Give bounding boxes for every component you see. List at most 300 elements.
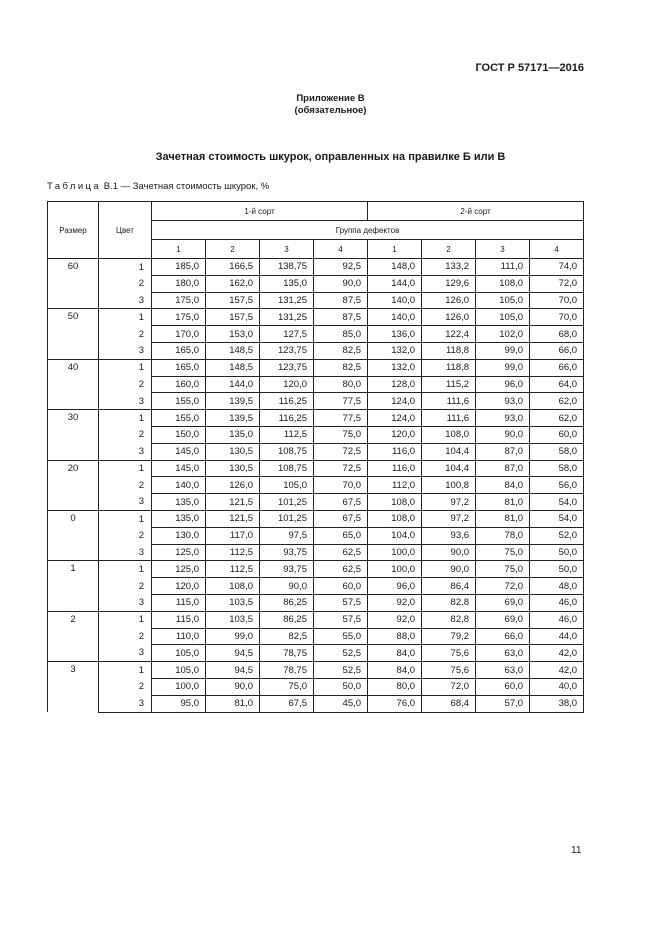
value-cell: 104,0 [368, 527, 422, 544]
value-cell: 115,0 [152, 594, 206, 611]
color-cell: 3 [99, 594, 152, 611]
value-cell: 56,0 [530, 477, 584, 494]
size-cell: 0 [48, 510, 99, 560]
value-cell: 111,6 [422, 410, 476, 427]
value-cell: 78,75 [260, 645, 314, 662]
table-row [48, 410, 584, 427]
value-cell: 94,5 [206, 662, 260, 679]
color-cell: 2 [99, 376, 152, 393]
table-row [48, 443, 584, 460]
color-cell: 3 [99, 292, 152, 309]
value-cell: 82,8 [422, 594, 476, 611]
value-cell: 175,0 [152, 292, 206, 309]
color-cell: 3 [99, 342, 152, 359]
value-cell: 58,0 [530, 443, 584, 460]
value-cell: 185,0 [152, 259, 206, 276]
value-cell: 84,0 [476, 477, 530, 494]
table-row [48, 645, 584, 662]
value-cell: 72,0 [530, 275, 584, 292]
value-cell: 108,75 [260, 460, 314, 477]
value-cell: 112,0 [368, 477, 422, 494]
value-cell: 160,0 [152, 376, 206, 393]
value-cell: 50,0 [314, 678, 368, 695]
value-cell: 102,0 [476, 326, 530, 343]
value-cell: 127,5 [260, 326, 314, 343]
value-cell: 129,6 [422, 275, 476, 292]
value-cell: 57,0 [476, 695, 530, 712]
table-row [48, 494, 584, 511]
value-cell: 87,5 [314, 309, 368, 326]
value-cell: 82,5 [314, 359, 368, 376]
value-cell: 93,75 [260, 561, 314, 578]
value-cell: 90,0 [422, 544, 476, 561]
value-cell: 76,0 [368, 695, 422, 712]
value-cell: 150,0 [152, 426, 206, 443]
value-cell: 165,0 [152, 359, 206, 376]
color-cell: 3 [99, 695, 152, 712]
size-cell: 3 [48, 662, 99, 712]
value-cell: 123,75 [260, 342, 314, 359]
table-row [48, 326, 584, 343]
table-row [48, 259, 584, 276]
value-cell: 136,0 [368, 326, 422, 343]
value-cell: 64,0 [530, 376, 584, 393]
table-row [48, 376, 584, 393]
value-cell: 126,0 [422, 309, 476, 326]
value-cell: 57,5 [314, 611, 368, 628]
value-cell: 45,0 [314, 695, 368, 712]
color-cell: 1 [99, 460, 152, 477]
value-cell: 100,0 [152, 678, 206, 695]
header-group-number: 1 [152, 240, 206, 259]
value-cell: 44,0 [530, 628, 584, 645]
value-cell: 175,0 [152, 309, 206, 326]
value-cell: 69,0 [476, 611, 530, 628]
value-cell: 125,0 [152, 544, 206, 561]
value-cell: 99,0 [206, 628, 260, 645]
header-group-number: 2 [422, 240, 476, 259]
value-cell: 90,0 [314, 275, 368, 292]
value-cell: 105,0 [260, 477, 314, 494]
value-cell: 50,0 [530, 544, 584, 561]
header-group-number: 1 [368, 240, 422, 259]
size-cell: 30 [48, 410, 99, 460]
value-cell: 153,0 [206, 326, 260, 343]
value-cell: 80,0 [314, 376, 368, 393]
table-row [48, 309, 584, 326]
value-cell: 130,5 [206, 443, 260, 460]
table-row [48, 678, 584, 695]
value-cell: 126,0 [206, 477, 260, 494]
value-cell: 55,0 [314, 628, 368, 645]
value-cell: 72,0 [476, 578, 530, 595]
value-cell: 93,0 [476, 410, 530, 427]
header-group-number: 2 [206, 240, 260, 259]
value-cell: 75,0 [260, 678, 314, 695]
value-cell: 131,25 [260, 309, 314, 326]
table-row [48, 342, 584, 359]
value-cell: 157,5 [206, 292, 260, 309]
table-row [48, 527, 584, 544]
value-cell: 52,5 [314, 645, 368, 662]
value-cell: 116,25 [260, 393, 314, 410]
color-cell: 2 [99, 477, 152, 494]
value-cell: 100,0 [368, 561, 422, 578]
value-cell: 79,2 [422, 628, 476, 645]
value-cell: 77,5 [314, 410, 368, 427]
value-cell: 166,5 [206, 259, 260, 276]
value-cell: 86,4 [422, 578, 476, 595]
value-cell: 121,5 [206, 510, 260, 527]
value-cell: 100,8 [422, 477, 476, 494]
color-cell: 3 [99, 544, 152, 561]
value-cell: 122,4 [422, 326, 476, 343]
header-group-number: 3 [476, 240, 530, 259]
color-cell: 1 [99, 561, 152, 578]
value-cell: 95,0 [152, 695, 206, 712]
color-cell: 1 [99, 359, 152, 376]
value-cell: 130,5 [206, 460, 260, 477]
value-cell: 108,0 [476, 275, 530, 292]
value-cell: 120,0 [368, 426, 422, 443]
value-cell: 72,5 [314, 443, 368, 460]
color-cell: 2 [99, 578, 152, 595]
value-cell: 148,5 [206, 342, 260, 359]
value-cell: 72,5 [314, 460, 368, 477]
value-cell: 117,0 [206, 527, 260, 544]
value-cell: 135,0 [152, 494, 206, 511]
value-cell: 116,0 [368, 443, 422, 460]
value-cell: 148,5 [206, 359, 260, 376]
value-cell: 121,5 [206, 494, 260, 511]
value-cell: 88,0 [368, 628, 422, 645]
value-cell: 97,2 [422, 494, 476, 511]
value-cell: 101,25 [260, 494, 314, 511]
value-cell: 97,5 [260, 527, 314, 544]
value-cell: 68,4 [422, 695, 476, 712]
header-size: Размер [48, 202, 99, 259]
color-cell: 3 [99, 443, 152, 460]
value-cell: 155,0 [152, 393, 206, 410]
value-cell: 66,0 [530, 359, 584, 376]
value-cell: 84,0 [368, 645, 422, 662]
value-cell: 140,0 [152, 477, 206, 494]
value-cell: 140,0 [368, 292, 422, 309]
value-cell: 65,0 [314, 527, 368, 544]
page-number: 11 [571, 845, 582, 856]
value-cell: 120,0 [260, 376, 314, 393]
value-cell: 118,8 [422, 359, 476, 376]
value-cell: 99,0 [476, 359, 530, 376]
value-cell: 96,0 [368, 578, 422, 595]
size-cell: 20 [48, 460, 99, 510]
value-cell: 78,75 [260, 662, 314, 679]
value-cell: 70,0 [530, 292, 584, 309]
header-group-number: 4 [314, 240, 368, 259]
value-cell: 60,0 [530, 426, 584, 443]
value-cell: 157,5 [206, 309, 260, 326]
value-cell: 85,0 [314, 326, 368, 343]
value-cell: 50,0 [530, 561, 584, 578]
value-cell: 105,0 [152, 662, 206, 679]
value-cell: 87,0 [476, 460, 530, 477]
size-cell: 50 [48, 309, 99, 359]
value-cell: 94,5 [206, 645, 260, 662]
value-cell: 123,75 [260, 359, 314, 376]
value-cell: 144,0 [368, 275, 422, 292]
value-cell: 97,2 [422, 510, 476, 527]
value-cell: 124,0 [368, 410, 422, 427]
value-cell: 140,0 [368, 309, 422, 326]
value-cell: 155,0 [152, 410, 206, 427]
value-cell: 103,5 [206, 611, 260, 628]
value-cell: 70,0 [530, 309, 584, 326]
size-cell: 1 [48, 561, 99, 611]
value-cell: 75,6 [422, 662, 476, 679]
value-cell: 40,0 [530, 678, 584, 695]
table-caption-text: В.1 — Зачетная стоимость шкурок, % [103, 181, 270, 192]
value-cell: 78,0 [476, 527, 530, 544]
value-cell: 80,0 [368, 678, 422, 695]
table-row [48, 426, 584, 443]
value-cell: 93,6 [422, 527, 476, 544]
size-cell: 2 [48, 611, 99, 661]
table-row [48, 561, 584, 578]
value-cell: 82,5 [260, 628, 314, 645]
value-cell: 75,6 [422, 645, 476, 662]
value-cell: 60,0 [314, 578, 368, 595]
value-cell: 75,0 [314, 426, 368, 443]
value-cell: 67,5 [314, 494, 368, 511]
color-cell: 1 [99, 259, 152, 276]
value-cell: 90,0 [206, 678, 260, 695]
value-cell: 108,0 [368, 494, 422, 511]
value-cell: 84,0 [368, 662, 422, 679]
table-row [48, 292, 584, 309]
color-cell: 1 [99, 309, 152, 326]
value-cell: 62,0 [530, 410, 584, 427]
section-title: Зачетная стоимость шкурок, оправленных на правилке Б или В [155, 151, 506, 163]
value-cell: 101,25 [260, 510, 314, 527]
appendix-title: Приложение В [296, 93, 365, 104]
table-row [48, 544, 584, 561]
value-cell: 74,0 [530, 259, 584, 276]
value-cell: 87,5 [314, 292, 368, 309]
header-color: Цвет [99, 202, 152, 259]
value-cell: 99,0 [476, 342, 530, 359]
value-cell: 86,25 [260, 611, 314, 628]
table-row [48, 662, 584, 679]
value-cell: 96,0 [476, 376, 530, 393]
color-cell: 2 [99, 628, 152, 645]
value-cell: 62,5 [314, 544, 368, 561]
value-cell: 46,0 [530, 611, 584, 628]
table-body [48, 259, 584, 713]
value-cell: 116,25 [260, 410, 314, 427]
color-cell: 1 [99, 510, 152, 527]
value-cell: 60,0 [476, 678, 530, 695]
value-cell: 54,0 [530, 494, 584, 511]
value-cell: 162,0 [206, 275, 260, 292]
value-cell: 145,0 [152, 460, 206, 477]
value-cell: 48,0 [530, 578, 584, 595]
table-row [48, 460, 584, 477]
header-grade-2: 2-й сорт [368, 202, 584, 221]
value-cell: 148,0 [368, 259, 422, 276]
value-cell: 90,0 [476, 426, 530, 443]
header-defect-group: Группа дефектов [152, 221, 584, 240]
cost-table [47, 201, 584, 713]
value-cell: 52,0 [530, 527, 584, 544]
value-cell: 105,0 [152, 645, 206, 662]
color-cell: 2 [99, 426, 152, 443]
value-cell: 86,25 [260, 594, 314, 611]
table-row [48, 628, 584, 645]
value-cell: 108,0 [368, 510, 422, 527]
value-cell: 111,0 [476, 259, 530, 276]
table-row [48, 611, 584, 628]
table-row [48, 578, 584, 595]
value-cell: 66,0 [530, 342, 584, 359]
value-cell: 120,0 [152, 578, 206, 595]
value-cell: 105,0 [476, 292, 530, 309]
value-cell: 46,0 [530, 594, 584, 611]
value-cell: 115,0 [152, 611, 206, 628]
standard-number: ГОСТ Р 57171—2016 [475, 62, 584, 74]
value-cell: 90,0 [422, 561, 476, 578]
value-cell: 77,5 [314, 393, 368, 410]
value-cell: 67,5 [260, 695, 314, 712]
value-cell: 67,5 [314, 510, 368, 527]
value-cell: 112,5 [206, 561, 260, 578]
size-cell: 40 [48, 359, 99, 409]
value-cell: 108,75 [260, 443, 314, 460]
color-cell: 2 [99, 326, 152, 343]
color-cell: 1 [99, 662, 152, 679]
value-cell: 69,0 [476, 594, 530, 611]
value-cell: 138,75 [260, 259, 314, 276]
table-row [48, 695, 584, 712]
value-cell: 130,0 [152, 527, 206, 544]
value-cell: 111,6 [422, 393, 476, 410]
value-cell: 70,0 [314, 477, 368, 494]
value-cell: 38,0 [530, 695, 584, 712]
color-cell: 3 [99, 645, 152, 662]
table-row [48, 393, 584, 410]
table-row [48, 359, 584, 376]
color-cell: 1 [99, 410, 152, 427]
value-cell: 52,5 [314, 662, 368, 679]
value-cell: 90,0 [260, 578, 314, 595]
value-cell: 42,0 [530, 645, 584, 662]
table-row [48, 510, 584, 527]
header-group-number: 3 [260, 240, 314, 259]
value-cell: 72,0 [422, 678, 476, 695]
value-cell: 115,2 [422, 376, 476, 393]
value-cell: 54,0 [530, 510, 584, 527]
value-cell: 75,0 [476, 544, 530, 561]
table-row [48, 477, 584, 494]
value-cell: 112,5 [206, 544, 260, 561]
value-cell: 62,0 [530, 393, 584, 410]
value-cell: 75,0 [476, 561, 530, 578]
value-cell: 105,0 [476, 309, 530, 326]
value-cell: 135,0 [206, 426, 260, 443]
value-cell: 63,0 [476, 645, 530, 662]
value-cell: 92,0 [368, 594, 422, 611]
value-cell: 58,0 [530, 460, 584, 477]
size-cell: 60 [48, 259, 99, 309]
value-cell: 116,0 [368, 460, 422, 477]
header-group-number: 4 [530, 240, 584, 259]
value-cell: 93,0 [476, 393, 530, 410]
value-cell: 145,0 [152, 443, 206, 460]
value-cell: 125,0 [152, 561, 206, 578]
value-cell: 92,0 [368, 611, 422, 628]
appendix-heading [0, 93, 661, 117]
value-cell: 133,2 [422, 259, 476, 276]
value-cell: 124,0 [368, 393, 422, 410]
value-cell: 93,75 [260, 544, 314, 561]
value-cell: 82,5 [314, 342, 368, 359]
value-cell: 42,0 [530, 662, 584, 679]
value-cell: 135,0 [152, 510, 206, 527]
value-cell: 165,0 [152, 342, 206, 359]
table-caption [47, 181, 269, 192]
value-cell: 87,0 [476, 443, 530, 460]
value-cell: 144,0 [206, 376, 260, 393]
color-cell: 1 [99, 611, 152, 628]
color-cell: 2 [99, 275, 152, 292]
value-cell: 118,8 [422, 342, 476, 359]
value-cell: 110,0 [152, 628, 206, 645]
value-cell: 81,0 [476, 510, 530, 527]
value-cell: 108,0 [422, 426, 476, 443]
color-cell: 3 [99, 494, 152, 511]
header-grade-1: 1-й сорт [152, 202, 368, 221]
value-cell: 63,0 [476, 662, 530, 679]
table-row [48, 594, 584, 611]
value-cell: 108,0 [206, 578, 260, 595]
table-caption-prefix: Таблица [47, 181, 102, 192]
value-cell: 81,0 [476, 494, 530, 511]
value-cell: 92,5 [314, 259, 368, 276]
value-cell: 128,0 [368, 376, 422, 393]
value-cell: 139,5 [206, 410, 260, 427]
value-cell: 62,5 [314, 561, 368, 578]
value-cell: 126,0 [422, 292, 476, 309]
value-cell: 131,25 [260, 292, 314, 309]
appendix-status: (обязательное) [294, 105, 367, 116]
color-cell: 2 [99, 678, 152, 695]
value-cell: 132,0 [368, 342, 422, 359]
color-cell: 2 [99, 527, 152, 544]
value-cell: 103,5 [206, 594, 260, 611]
value-cell: 170,0 [152, 326, 206, 343]
value-cell: 57,5 [314, 594, 368, 611]
value-cell: 135,0 [260, 275, 314, 292]
value-cell: 139,5 [206, 393, 260, 410]
value-cell: 112,5 [260, 426, 314, 443]
color-cell: 3 [99, 393, 152, 410]
table-row [48, 275, 584, 292]
value-cell: 180,0 [152, 275, 206, 292]
value-cell: 66,0 [476, 628, 530, 645]
value-cell: 81,0 [206, 695, 260, 712]
value-cell: 100,0 [368, 544, 422, 561]
value-cell: 82,8 [422, 611, 476, 628]
value-cell: 68,0 [530, 326, 584, 343]
